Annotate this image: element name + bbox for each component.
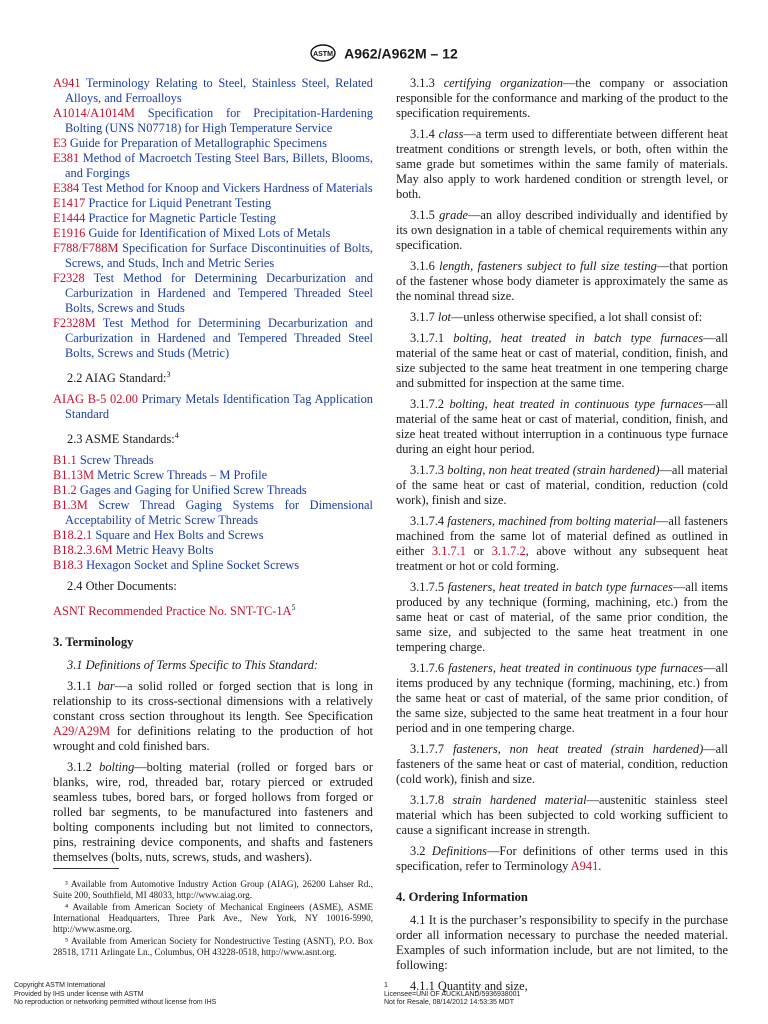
reference-title: Practice for Magnetic Particle Testing <box>88 211 276 225</box>
reference-code: E384 <box>53 181 80 195</box>
reference-code: B1.1 <box>53 453 77 468</box>
right-column <box>396 76 728 1000</box>
asme-references-list <box>53 453 373 573</box>
footer-line: Provided by IHS under license with ASTM <box>14 990 144 998</box>
definition-bolting: 3.1.2 bolting—bolting material (rolled or forged bars or blanks, wire, rod, threaded bar, rotary pierced or extruded seamless tubes, bored bars, or forged hollows from forged or rolled bar segments, to be manufactured into fasteners and bolting components including but not limited to connectors, pins, restraining device components, and shafts and fasteners themselves (bolts, nuts, screws, studs, and washers). <box>53 760 373 865</box>
definition-3-1-7-3: 3.1.7.3 bolting, non heat treated (strain hardened)—all material of the same heat or cast of material, condition, reduction (cold work), finish and size. <box>396 463 729 507</box>
definition-3-1-7: 3.1.7 lot—unless otherwise specified, a lot shall consist of: <box>410 310 703 324</box>
footnote-3: ³ Available from Automotive Industry Action Group (AIAG), 26200 Lahser Rd., Suite 200, Southfield, MI 48033, http://www.aiag.org. <box>53 879 373 900</box>
asme-reference-item-3[interactable] <box>53 498 373 528</box>
definition-3-1-7-7: 3.1.7.7 fasteners, non heat treated (strain hardened)—all fasteners of the same heat or cast of material, condition, reduction (cold work), finish and size. <box>396 742 728 786</box>
reference-code: F2328 <box>53 271 85 285</box>
link-a941[interactable]: A941 <box>570 859 599 873</box>
reference-title: Specification for Surface Discontinuities of Bolts, Screws, and Studs, Inch and Metric Series <box>65 241 373 270</box>
definition-3-1-6: 3.1.6 length, fasteners subject to full size testing—that portion of the fastener whose body diameter is approximately the same as the nominal thread size. <box>396 259 728 303</box>
reference-title: Test Method for Knoop and Vickers Hardness of Materials <box>82 181 373 195</box>
footer-line: Copyright ASTM International <box>14 982 106 989</box>
reference-title: Metric Heavy Bolts <box>115 543 214 558</box>
reference-code: B18.2.3.6M <box>53 543 113 558</box>
reference-title: Method of Macroetch Testing Steel Bars, Billets, Blooms, and Forgings <box>65 151 373 180</box>
reference-code: E1444 <box>53 211 86 225</box>
reference-code: E3 <box>53 136 67 150</box>
asnt-reference[interactable]: ASNT Recommended Practice No. SNT-$TC-1A^5$ <box>53 603 296 619</box>
reference-item-1[interactable] <box>53 106 373 136</box>
definitions-list-continued <box>396 580 728 838</box>
aiag-heading: 2.2 AIAG Standard:$^3$ <box>67 370 171 386</box>
link-3-1-7-1[interactable]: 3.1.7.1 <box>431 544 466 558</box>
other-documents-heading: 2.4 Other Documents: <box>67 579 177 594</box>
reference-item-4[interactable] <box>53 181 373 196</box>
license-footer <box>384 982 520 1008</box>
ordering-information-heading: 4. Ordering Information <box>396 890 528 904</box>
footnote-divider <box>53 868 119 869</box>
definition-bar: 3.1.1 bar—a solid rolled or forged section that is long in relationship to its cross-sectional dimensions with a relatively constant cross section throughout its length. See Specification A29/A29M for definitions relating to the production of hot wrought and cold finished bars. <box>53 679 373 754</box>
terminology-heading: 3. Terminology <box>53 635 134 650</box>
reference-code: E1916 <box>53 226 86 240</box>
document-designation: A962/A962M – 12 <box>344 45 458 62</box>
asme-reference-item-1[interactable] <box>53 468 373 483</box>
ordering-item-quantity: 4.1.1 Quantity and size, <box>410 979 528 993</box>
reference-title: Screw Threads <box>79 453 154 468</box>
definition-3-1-7-1: 3.1.7.1 bolting, heat treated in batch type furnaces—all material of the same heat or cast of material, condition, finish, and size subjected to the same heat treatment in one tempering charge and submitted for inspection at the same time. <box>396 331 728 390</box>
reference-code: B18.3 <box>53 558 83 573</box>
asme-reference-item-0[interactable] <box>53 453 373 468</box>
reference-code: B1.13M <box>53 468 94 483</box>
asme-reference-item-2[interactable] <box>53 483 373 498</box>
definition-3-1-4: 3.1.4 class—a term used to differentiate between different heat treatment conditions or strength levels, or both, often within the same grade but sometimes within the same family of materials. May also apply to work hardened condition or strength level, or both. <box>396 127 728 201</box>
footer-line: Licensee=UNI OF AUCKLAND/5936938001 <box>384 990 521 998</box>
reference-title: Specification for Precipitation-Hardening Bolting (UNS N07718) for High Temperature Service <box>65 106 373 135</box>
reference-title: Terminology Relating to Steel, Stainless Steel, Related Alloys, and Ferroalloys <box>65 76 373 105</box>
referenced-documents-list <box>53 76 373 361</box>
reference-code: E381 <box>53 151 80 165</box>
reference-title: Square and Hex Bolts and Screws <box>95 528 264 543</box>
reference-code: A1014/A1014M <box>53 106 135 120</box>
reference-code: B1.3M <box>53 498 88 513</box>
asme-reference-item-6[interactable] <box>53 558 373 573</box>
reference-title: Guide for Identification of Mixed Lots of Metals <box>88 226 331 240</box>
footer-line: No reproduction or networking permitted without license from IHS <box>14 999 217 1006</box>
page-header <box>0 44 768 62</box>
reference-code: E1417 <box>53 196 86 210</box>
definition-3-1-7-2: 3.1.7.2 bolting, heat treated in continuous type furnaces—all material of the same heat or cast of material, condition, finish, and size heat treated without interruption in a continuous type furnace during an eight hour period. <box>396 397 728 456</box>
reference-item-0[interactable] <box>53 76 373 106</box>
definition-3-1-3: 3.1.3 certifying organization—the company or association responsible for the conformance and marking of the product to the specification requirements. <box>396 76 728 120</box>
footnotes <box>53 868 373 959</box>
reference-code: A941 <box>53 76 81 90</box>
reference-item-5[interactable] <box>53 196 373 211</box>
reference-title: Test Method for Determining Decarburization and Carburization in Hardened and Tempered Threaded Steel Bolts, Screws and Studs (Metric) <box>65 316 374 360</box>
definition-3-1-7-6: 3.1.7.6 fasteners, heat treated in continuous type furnaces—all items produced by any technique (forming, machining, etc.) from the same heat or cast of material, of the same prior condition, of the same size, subjected to the same heat treatment in a four hour period and in one tempering charge. <box>396 661 729 735</box>
definition-3-1-5: 3.1.5 grade—an alloy described individually and identified by its own designation in a table of chemical requirements within any specification. <box>396 208 728 252</box>
definition-3-1-7-4: 3.1.7.4 fasteners, machined from bolting material—all fasteners machined from the same lot of material defined as outlined in either 3.1.7.1 or 3.1.7.2, above without any subsequent heat treatment or hot or cold forming. <box>396 514 728 573</box>
reference-item-9[interactable] <box>53 271 373 316</box>
svg-text:ASTM: ASTM <box>313 51 334 59</box>
footnote-4: ⁴ Available from American Society of Mechanical Engineers (ASME), ASME International Headquarters, Three Park Ave., New York, NY 10016-5990, http://www.asme.org. <box>53 902 373 934</box>
reference-code: F2328M <box>53 316 96 330</box>
reference-title: Hexagon Socket and Spline Socket Screws <box>86 558 300 573</box>
reference-title: Practice for Liquid Penetrant Testing <box>88 196 272 210</box>
reference-code: F788/F788M <box>53 241 119 255</box>
asme-reference-item-5[interactable] <box>53 543 373 558</box>
reference-title: Gages and Gaging for Unified Screw Threads <box>79 483 307 498</box>
footnote-5: ⁵ Available from American Society for Nondestructive Testing (ASNT), P.O. Box 28518, 1711 Arlingate Ln., Columbus, OH 43228-0518, http://www.asnt.org. <box>53 936 373 957</box>
aiag-reference[interactable]: AIAG B-5 02.00 Primary Metals Identification Tag Application Standard <box>53 392 373 422</box>
asme-heading: 2.3 ASME Standards:$^4$ <box>67 431 179 447</box>
reference-title: Screw Thread Gaging Systems for Dimensional Acceptability of Metric Screw Threads <box>65 498 373 528</box>
definitions-specific-heading: 3.1 Definitions of Terms Specific to This Standard: <box>67 658 319 673</box>
footer-line: Not for Resale, 08/14/2012 14:53:35 MDT <box>384 999 514 1006</box>
asme-reference-item-4[interactable] <box>53 528 373 543</box>
link-a29[interactable]: A29/A29M <box>53 724 111 739</box>
reference-code: B18.2.1 <box>53 528 93 543</box>
link-3-1-7-2[interactable]: 3.1.7.2 <box>491 544 526 558</box>
left-column <box>53 76 373 871</box>
reference-item-3[interactable] <box>53 151 373 181</box>
definition-3-1-7-5: 3.1.7.5 fasteners, heat treated in batch type furnaces—all items produced by any technique (forming, machining, etc.) from the same heat or cast of material, of the same prior condition, the same size, and subjected to the same heat treatment in one tempering charge. <box>396 580 728 654</box>
page-number: 1 <box>384 982 388 989</box>
reference-item-2[interactable] <box>53 136 373 151</box>
reference-item-8[interactable] <box>53 241 373 271</box>
definitions-list <box>396 76 728 508</box>
astm-logo-icon <box>310 44 336 62</box>
definitions-other-terms: 3.2 Definitions—For definitions of other terms used in this specification, refer to Terminology A941. <box>396 844 728 873</box>
reference-code: B1.2 <box>53 483 77 498</box>
reference-title: Guide for Preparation of Metallographic Specimens <box>69 136 327 150</box>
reference-title: Test Method for Determining Decarburization and Carburization in Hardened and Tempered Threaded Steel Bolts, Screws and Studs <box>65 271 373 315</box>
reference-item-10[interactable] <box>53 316 373 361</box>
reference-item-7[interactable] <box>53 226 373 241</box>
reference-item-6[interactable] <box>53 211 373 226</box>
copyright-footer <box>14 982 216 1008</box>
reference-title: Metric Screw Threads – M Profile <box>97 468 268 483</box>
ordering-paragraph: 4.1 It is the purchaser’s responsibility to specify in the purchase order all information necessary to purchase the needed material. Examples of such information include, but are not limited, to the following: <box>396 913 728 972</box>
definition-3-1-7-8: 3.1.7.8 strain hardened material—austenitic stainless steel material which has been subjected to cold working sufficient to cause a significant increase in strength. <box>396 793 728 837</box>
